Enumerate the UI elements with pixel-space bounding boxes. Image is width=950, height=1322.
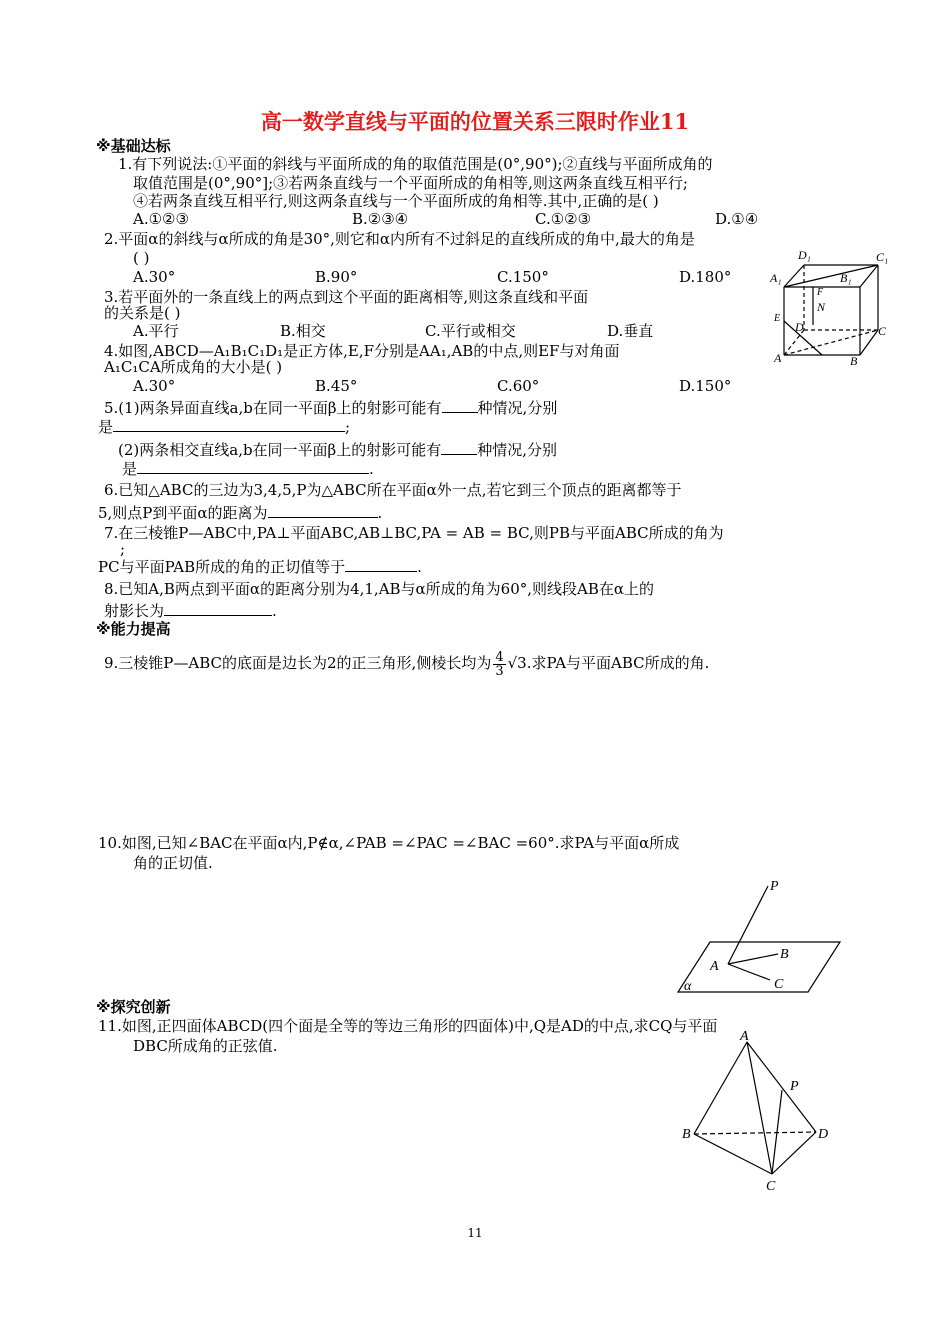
plane-label-a: A <box>710 959 719 974</box>
q2-line1: 2.平面α的斜线与α所成的角是30°,则它和α内所有不过斜足的直线所成的角中,最大的角是 <box>104 230 695 248</box>
q8-blank <box>164 601 272 616</box>
q5-blank-1 <box>442 398 478 413</box>
q5-blank-4 <box>137 459 369 474</box>
q5-line2-text: 是 <box>98 418 114 436</box>
q5-line3 <box>118 440 557 459</box>
q5-line4 <box>122 459 374 478</box>
q2-option-b: B.90° <box>315 268 358 286</box>
q6-blank <box>268 503 378 518</box>
plane-label-p: P <box>770 879 779 894</box>
q7-blank <box>345 557 417 572</box>
q7-line2-end: . <box>417 558 422 576</box>
section-basic: ※基础达标 <box>96 137 171 155</box>
page-number: 11 <box>467 1226 483 1240</box>
tetra-label-c: C <box>766 1179 776 1194</box>
cube-label-c1: C₁ <box>876 250 889 264</box>
cube-label-b1: B₁ <box>840 271 852 285</box>
cube-label-d1: D₁ <box>798 248 811 262</box>
q1-option-a: A.①②③ <box>133 210 189 228</box>
tetra-label-p: P <box>790 1079 799 1094</box>
q2-option-d: D.180° <box>679 268 732 286</box>
q6-line2-end: . <box>377 504 383 522</box>
tetra-label-a: A <box>740 1029 749 1044</box>
q11-line2: DBC所成角的正弦值. <box>133 1037 278 1055</box>
plane-label-alpha: α <box>684 979 692 994</box>
section-explore: ※探究创新 <box>96 998 171 1016</box>
q1-line2: 取值范围是(0°,90°];③若两条直线与一个平面所成的角相等,则这两条直线互相平行; <box>133 174 688 192</box>
q4-option-a: A.30° <box>133 377 176 395</box>
cube-label-a1: A₁ <box>770 271 782 285</box>
q5-line1 <box>104 398 557 417</box>
q8-line2-end: . <box>272 602 277 620</box>
q1-option-b: B.②③④ <box>352 210 409 228</box>
q4-line1: 4.如图,ABCD—A₁B₁C₁D₁是正方体,E,F分别是AA₁,AB的中点,则EF与对角面 <box>104 342 620 360</box>
q3-option-a: A.平行 <box>133 322 179 340</box>
q3-line2: 的关系是( ) <box>104 304 181 322</box>
q3-option-d: D.垂直 <box>607 322 654 340</box>
q8-line1: 8.已知A,B两点到平面α的距离分别为4,1,AB与α所成的角为60°,则线段AB在α上的 <box>104 580 655 598</box>
q7-line2-text: PC与平面PAB所成的角的正切值等于 <box>98 558 346 576</box>
page-title: 高一数学直线与平面的位置关系三限时作业11 <box>260 109 690 134</box>
q5-line3-text-end: 种情况,分别 <box>477 441 558 459</box>
q10-line2: 角的正切值. <box>133 854 213 872</box>
plane-label-c: C <box>774 977 784 992</box>
cube-label-e: E <box>774 313 781 324</box>
q1-line1: 1.有下列说法:①平面的斜线与平面所成的角的取值范围是(0°,90°);②直线与平面所成角的 <box>118 155 713 173</box>
q5-blank-3 <box>441 440 477 455</box>
q1-line3: ④若两条直线互相平行,则这两条直线与一个平面所成的角相等.其中,正确的是( ) <box>133 192 659 210</box>
q9-sqrt: √3 <box>507 654 527 672</box>
q6-line2 <box>98 503 382 522</box>
q7-semicolon: ; <box>120 540 126 558</box>
tetra-label-b: B <box>682 1127 691 1142</box>
cube-label-n: N <box>817 300 826 314</box>
section-ability: ※能力提高 <box>96 620 171 638</box>
q8-line2 <box>104 601 277 620</box>
q5-line2 <box>98 417 350 436</box>
q3-option-b: B.相交 <box>280 322 326 340</box>
q2-option-c: C.150° <box>497 268 549 286</box>
q6-line2-text: 5,则点P到平面α的距离为 <box>98 504 268 522</box>
tetra-label-d: D <box>818 1127 829 1142</box>
tetrahedron-figure <box>680 1028 840 1196</box>
q1-option-d: D.①④ <box>715 210 759 228</box>
q5-line1-text-end: 种情况,分别 <box>477 399 558 417</box>
q5-line4-text: 是 <box>122 460 138 478</box>
q5-line4-end: . <box>369 460 374 478</box>
q4-option-c: C.60° <box>497 377 540 395</box>
q4-option-b: B.45° <box>315 377 358 395</box>
cube-label-f: F <box>817 287 824 298</box>
q8-line2-text: 射影长为 <box>104 602 165 620</box>
q11-line1: 11.如图,正四面体ABCD(四个面是全等的等边三角形的四面体)中,Q是AD的中点,求CQ与平面 <box>98 1017 718 1035</box>
q6-line1: 6.已知△ABC的三边为3,4,5,P为△ABC所在平面α外一点,若它到三个顶点的距离都等于 <box>104 481 682 499</box>
cube-label-c: C <box>878 324 887 338</box>
q3-line1: 3.若平面外的一条直线上的两点到这个平面的距离相等,则这条直线和平面 <box>104 288 589 306</box>
q1-option-c: C.①②③ <box>535 210 592 228</box>
q7-line2 <box>98 557 422 576</box>
q5-line2-end: ; <box>345 418 351 436</box>
q5-blank-2 <box>113 417 345 432</box>
q2-line2: ( ) <box>133 249 150 267</box>
cube-label-b: B <box>850 354 858 368</box>
q9-fraction-denominator: 3 <box>495 663 504 679</box>
q5-line3-text: (2)两条相交直线a,b在同一平面β上的射影可能有 <box>118 441 442 459</box>
q2-option-a: A.30° <box>133 268 176 286</box>
q10-line1: 10.如图,已知∠BAC在平面α内,P∉α,∠PAB =∠PAC =∠BAC =60°.求PA与平面α所成 <box>98 834 680 852</box>
cube-label-a: A <box>774 351 782 365</box>
q4-line2: A₁C₁CA所成角的大小是( ) <box>104 358 283 376</box>
q9-text-end: .求PA与平面ABC所成的角. <box>526 654 710 672</box>
cube-figure <box>768 245 898 370</box>
q3-option-c: C.平行或相交 <box>425 322 516 340</box>
q7-line1: 7.在三棱锥P—ABC中,PA⊥平面ABC,AB⊥BC,PA = AB = BC,则PB与平面ABC所成的角为 <box>104 524 724 542</box>
q9-fraction <box>493 651 505 678</box>
cube-label-d: D <box>795 320 804 334</box>
q9-text <box>104 650 709 678</box>
q5-line1-text: 5.(1)两条异面直线a,b在同一平面β上的射影可能有 <box>104 399 442 417</box>
plane-label-b: B <box>780 947 789 962</box>
q9-text-start: 9.三棱锥P—ABC的底面是边长为2的正三角形,侧棱长均为 <box>104 654 492 672</box>
plane-angle-figure <box>670 872 850 1000</box>
q4-option-d: D.150° <box>679 377 732 395</box>
q9-fraction-numerator: 4 <box>495 649 504 665</box>
